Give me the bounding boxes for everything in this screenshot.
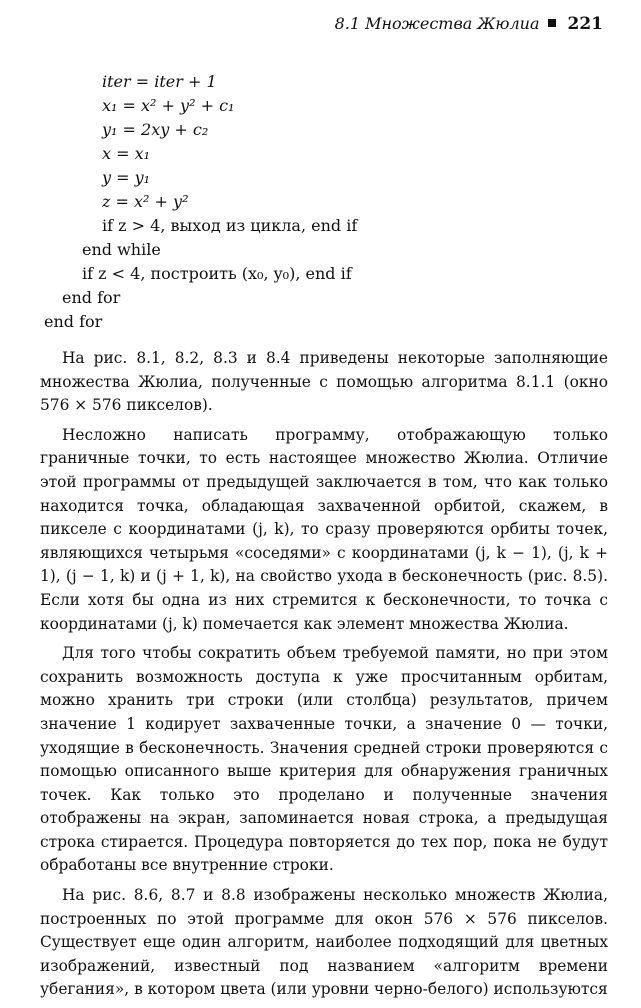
code-line: end for [62, 288, 121, 307]
code-line: x₁ = x² + y² + c₁ [102, 96, 235, 115]
code-line: y₁ = 2xy + c₂ [102, 120, 209, 139]
body-text [40, 347, 608, 1008]
paragraph: На рис. 8.1, 8.2, 8.3 и 8.4 приведены некоторые заполняющие множества Жюлиа, полученные с помощью алгоритма 8.1.1 (окно 576 × 576 пикселов). [40, 349, 608, 415]
code-line: x = x₁ [102, 144, 151, 163]
paragraph: На рис. 8.6, 8.7 и 8.8 изображены несколько множеств Жюлиа, построенных по этой программе для окон 576 × 576 пикселов. Существует еще один алгоритм, наиболее подходящий для цветных изображений, известный под названием «алгоритм времени убегания», в котором цвета (или уровни черно-белого) используются [40, 886, 608, 999]
code-line: y = y₁ [102, 168, 151, 187]
code-line: end while [82, 240, 161, 259]
code-line: z = x² + y² [102, 192, 189, 211]
running-header [335, 14, 603, 34]
paragraph: Несложно написать программу, отображающую только граничные точки, то есть настоящее множество Жюлиа. Отличие этой программы от предыдущей заключается в том, что как только находится точка, обладающая захваченной орбитой, скажем, в пикселе с координатами (j, k), то сразу проверяются орбиты точек, являющихся четырьмя «соседями» с координатами (j, k − 1), (j, k + 1), (j − 1, k) и (j + 1, k), на свойство ухода в бесконечность (рис. 8.5). Если хотя бы одна из них стремится к бесконечности, то точка с координатами (j, k) помечается как элемент множества Жюлиа. [40, 425, 608, 633]
code-line: iter = iter + 1 [102, 72, 217, 91]
running-title: 8.1 Множества Жюлиа [334, 14, 540, 33]
paragraph: Для того чтобы сократить объем требуемой памяти, но при этом сохранить возможность доступа к уже просчитанным орбитам, можно хранить три строки (или столбца) результатов, причем значение 1 кодирует захваченные точки, а значение 0 — точки, уходящие в бесконечность. Значения средней строки проверяются с помощью описанного выше критерия для обнаружения граничных точек. Как только это проделано и полученные значения отображены на экран, запоминается новая строка, а предыдущая строка стирается. Процедура повторяется до тех пор, пока не будут обработаны все внутренние строки. [40, 644, 608, 875]
page-number: 221 [567, 14, 603, 34]
code-line: if z < 4, построить (x₀, y₀), end if [82, 264, 352, 283]
code-line: if z > 4, выход из цикла, end if [102, 216, 358, 235]
separator-square-icon [548, 19, 556, 27]
code-line: end for [44, 312, 103, 331]
